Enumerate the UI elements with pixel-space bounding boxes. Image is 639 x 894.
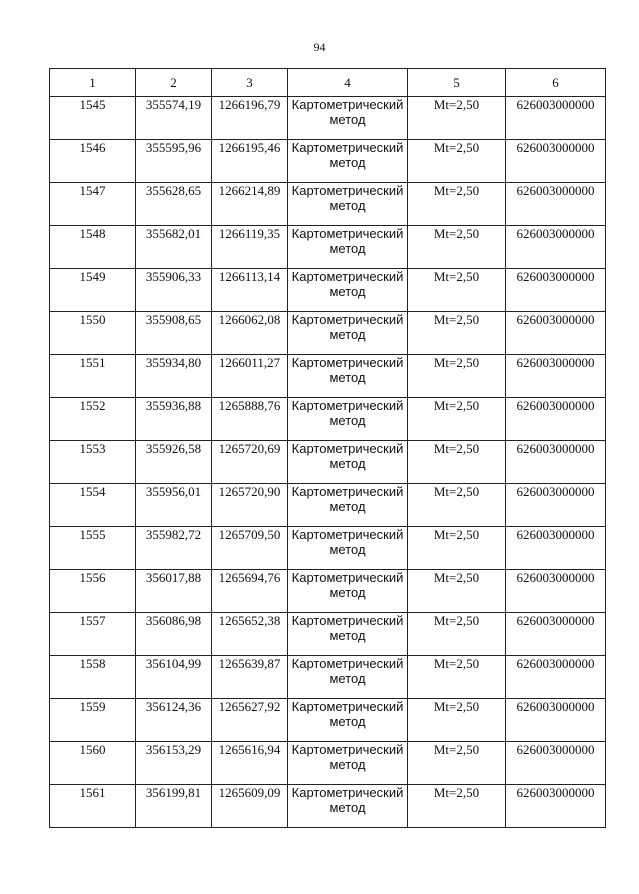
y-coordinate-cell: 1266011,27: [212, 355, 288, 398]
x-coordinate-cell: 355956,01: [136, 484, 212, 527]
y-coordinate-cell: 1266196,79: [212, 97, 288, 140]
x-coordinate-cell: 356153,29: [136, 742, 212, 785]
code-cell: 626003000000: [506, 97, 606, 140]
method-cell: Картометрический метод: [288, 269, 408, 312]
accuracy-cell: Mt=2,50: [408, 613, 506, 656]
x-coordinate-cell: 355906,33: [136, 269, 212, 312]
code-cell: 626003000000: [506, 742, 606, 785]
y-coordinate-cell: 1265639,87: [212, 656, 288, 699]
x-coordinate-cell: 355908,65: [136, 312, 212, 355]
column-header: 6: [506, 69, 606, 97]
column-header: 4: [288, 69, 408, 97]
code-cell: 626003000000: [506, 398, 606, 441]
method-cell: Картометрический метод: [288, 785, 408, 828]
code-cell: 626003000000: [506, 527, 606, 570]
point-number-cell: 1559: [50, 699, 136, 742]
y-coordinate-cell: 1266214,89: [212, 183, 288, 226]
column-header: 2: [136, 69, 212, 97]
method-cell: Картометрический метод: [288, 97, 408, 140]
x-coordinate-cell: 356086,98: [136, 613, 212, 656]
code-cell: 626003000000: [506, 656, 606, 699]
y-coordinate-cell: 1265652,38: [212, 613, 288, 656]
method-cell: Картометрический метод: [288, 656, 408, 699]
accuracy-cell: Mt=2,50: [408, 226, 506, 269]
x-coordinate-cell: 355926,58: [136, 441, 212, 484]
y-coordinate-cell: 1265709,50: [212, 527, 288, 570]
x-coordinate-cell: 355982,72: [136, 527, 212, 570]
method-cell: Картометрический метод: [288, 355, 408, 398]
method-cell: Картометрический метод: [288, 312, 408, 355]
code-cell: 626003000000: [506, 355, 606, 398]
point-number-cell: 1558: [50, 656, 136, 699]
table-row: [50, 355, 606, 398]
accuracy-cell: Mt=2,50: [408, 355, 506, 398]
x-coordinate-cell: 355574,19: [136, 97, 212, 140]
code-cell: 626003000000: [506, 226, 606, 269]
table-row: [50, 441, 606, 484]
column-header: 1: [50, 69, 136, 97]
x-coordinate-cell: 355934,80: [136, 355, 212, 398]
table-row: [50, 269, 606, 312]
x-coordinate-cell: 356104,99: [136, 656, 212, 699]
table-row: [50, 398, 606, 441]
accuracy-cell: Mt=2,50: [408, 140, 506, 183]
coordinates-table: [49, 68, 606, 828]
table-row: [50, 570, 606, 613]
code-cell: 626003000000: [506, 183, 606, 226]
accuracy-cell: Mt=2,50: [408, 183, 506, 226]
point-number-cell: 1547: [50, 183, 136, 226]
x-coordinate-cell: 356199,81: [136, 785, 212, 828]
column-header: 5: [408, 69, 506, 97]
x-coordinate-cell: 355936,88: [136, 398, 212, 441]
table-header-row: [50, 69, 606, 97]
accuracy-cell: Mt=2,50: [408, 441, 506, 484]
x-coordinate-cell: 355628,65: [136, 183, 212, 226]
x-coordinate-cell: 356124,36: [136, 699, 212, 742]
table-body: [50, 97, 606, 828]
method-cell: Картометрический метод: [288, 613, 408, 656]
code-cell: 626003000000: [506, 312, 606, 355]
y-coordinate-cell: 1266195,46: [212, 140, 288, 183]
x-coordinate-cell: 356017,88: [136, 570, 212, 613]
point-number-cell: 1548: [50, 226, 136, 269]
point-number-cell: 1550: [50, 312, 136, 355]
accuracy-cell: Mt=2,50: [408, 656, 506, 699]
table-row: [50, 656, 606, 699]
point-number-cell: 1546: [50, 140, 136, 183]
accuracy-cell: Mt=2,50: [408, 484, 506, 527]
method-cell: Картометрический метод: [288, 226, 408, 269]
y-coordinate-cell: 1266113,14: [212, 269, 288, 312]
method-cell: Картометрический метод: [288, 484, 408, 527]
code-cell: 626003000000: [506, 441, 606, 484]
method-cell: Картометрический метод: [288, 570, 408, 613]
accuracy-cell: Mt=2,50: [408, 570, 506, 613]
accuracy-cell: Mt=2,50: [408, 527, 506, 570]
y-coordinate-cell: 1265720,69: [212, 441, 288, 484]
accuracy-cell: Mt=2,50: [408, 97, 506, 140]
x-coordinate-cell: 355595,96: [136, 140, 212, 183]
accuracy-cell: Mt=2,50: [408, 785, 506, 828]
table-row: [50, 742, 606, 785]
method-cell: Картометрический метод: [288, 527, 408, 570]
method-cell: Картометрический метод: [288, 441, 408, 484]
point-number-cell: 1561: [50, 785, 136, 828]
y-coordinate-cell: 1266062,08: [212, 312, 288, 355]
table-row: [50, 97, 606, 140]
accuracy-cell: Mt=2,50: [408, 699, 506, 742]
accuracy-cell: Mt=2,50: [408, 398, 506, 441]
accuracy-cell: Mt=2,50: [408, 742, 506, 785]
code-cell: 626003000000: [506, 570, 606, 613]
y-coordinate-cell: 1265627,92: [212, 699, 288, 742]
column-header: 3: [212, 69, 288, 97]
point-number-cell: 1557: [50, 613, 136, 656]
point-number-cell: 1556: [50, 570, 136, 613]
point-number-cell: 1545: [50, 97, 136, 140]
point-number-cell: 1554: [50, 484, 136, 527]
code-cell: 626003000000: [506, 140, 606, 183]
method-cell: Картометрический метод: [288, 140, 408, 183]
table-row: [50, 312, 606, 355]
code-cell: 626003000000: [506, 484, 606, 527]
y-coordinate-cell: 1265609,09: [212, 785, 288, 828]
code-cell: 626003000000: [506, 699, 606, 742]
method-cell: Картометрический метод: [288, 742, 408, 785]
y-coordinate-cell: 1265888,76: [212, 398, 288, 441]
table-row: [50, 140, 606, 183]
method-cell: Картометрический метод: [288, 699, 408, 742]
code-cell: 626003000000: [506, 785, 606, 828]
page-number: 94: [313, 40, 326, 54]
x-coordinate-cell: 355682,01: [136, 226, 212, 269]
code-cell: 626003000000: [506, 269, 606, 312]
point-number-cell: 1560: [50, 742, 136, 785]
table-row: [50, 183, 606, 226]
y-coordinate-cell: 1265616,94: [212, 742, 288, 785]
table-row: [50, 484, 606, 527]
method-cell: Картометрический метод: [288, 398, 408, 441]
table-row: [50, 226, 606, 269]
table-row: [50, 613, 606, 656]
point-number-cell: 1549: [50, 269, 136, 312]
point-number-cell: 1552: [50, 398, 136, 441]
y-coordinate-cell: 1265694,76: [212, 570, 288, 613]
point-number-cell: 1555: [50, 527, 136, 570]
table-row: [50, 785, 606, 828]
y-coordinate-cell: 1265720,90: [212, 484, 288, 527]
point-number-cell: 1553: [50, 441, 136, 484]
accuracy-cell: Mt=2,50: [408, 269, 506, 312]
code-cell: 626003000000: [506, 613, 606, 656]
table-row: [50, 699, 606, 742]
accuracy-cell: Mt=2,50: [408, 312, 506, 355]
point-number-cell: 1551: [50, 355, 136, 398]
table-row: [50, 527, 606, 570]
y-coordinate-cell: 1266119,35: [212, 226, 288, 269]
method-cell: Картометрический метод: [288, 183, 408, 226]
